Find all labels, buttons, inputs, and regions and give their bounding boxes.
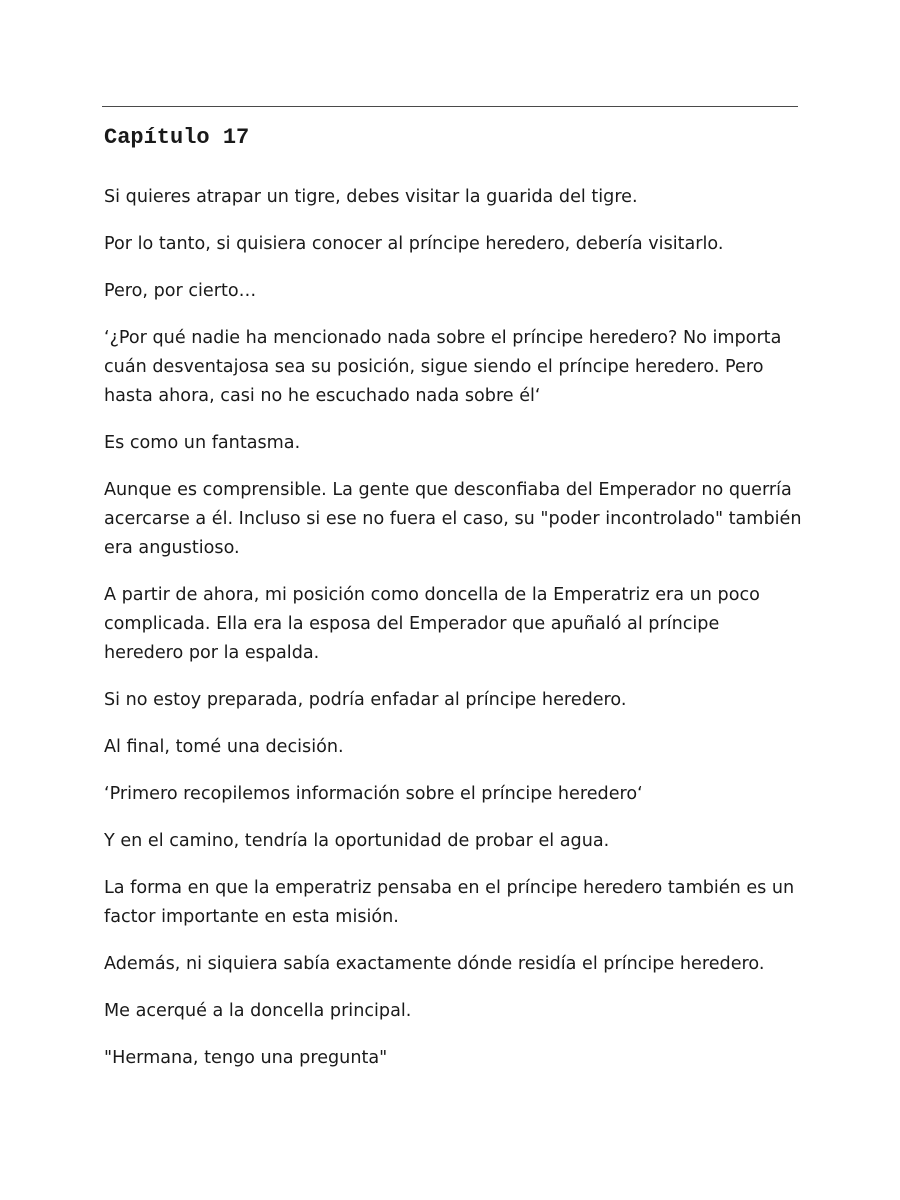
paragraph: Me acerqué a la doncella principal. [104, 1001, 412, 1021]
paragraph: Si no estoy preparada, podría enfadar al príncipe heredero. [104, 690, 627, 710]
paragraph: ‘¿Por qué nadie ha mencionado nada sobre el príncipe heredero? No importa cuán desventajosa sea su posición, sigue siendo el príncipe heredero. Pero hasta ahora, casi no he escuchado nada sobre él‘ [104, 328, 782, 406]
chapter-body [104, 183, 804, 1091]
paragraph: Además, ni siquiera sabía exactamente dónde residía el príncipe heredero. [104, 954, 765, 974]
paragraph: "Hermana, tengo una pregunta" [104, 1048, 388, 1068]
chapter-title: Capítulo 17 [104, 125, 250, 150]
paragraph: Pero, por cierto… [104, 281, 257, 301]
paragraph: Al final, tomé una decisión. [104, 737, 344, 757]
paragraph: Si quieres atrapar un tigre, debes visitar la guarida del tigre. [104, 187, 638, 207]
paragraph: Por lo tanto, si quisiera conocer al príncipe heredero, debería visitarlo. [104, 234, 724, 254]
paragraph: Y en el camino, tendría la oportunidad de probar el agua. [104, 831, 610, 851]
header-rule [102, 106, 798, 107]
paragraph: La forma en que la emperatriz pensaba en el príncipe heredero también es un factor importante en esta misión. [104, 878, 795, 927]
paragraph: ‘Primero recopilemos información sobre el príncipe heredero‘ [104, 784, 643, 804]
paragraph: A partir de ahora, mi posición como doncella de la Emperatriz era un poco complicada. Ella era la esposa del Emperador que apuñaló al príncipe heredero por la espalda. [104, 585, 760, 663]
paragraph: Es como un fantasma. [104, 433, 301, 453]
paragraph: Aunque es comprensible. La gente que desconfiaba del Emperador no querría acercarse a él. Incluso si ese no fuera el caso, su "poder incontrolado" también era angustioso. [104, 480, 802, 558]
